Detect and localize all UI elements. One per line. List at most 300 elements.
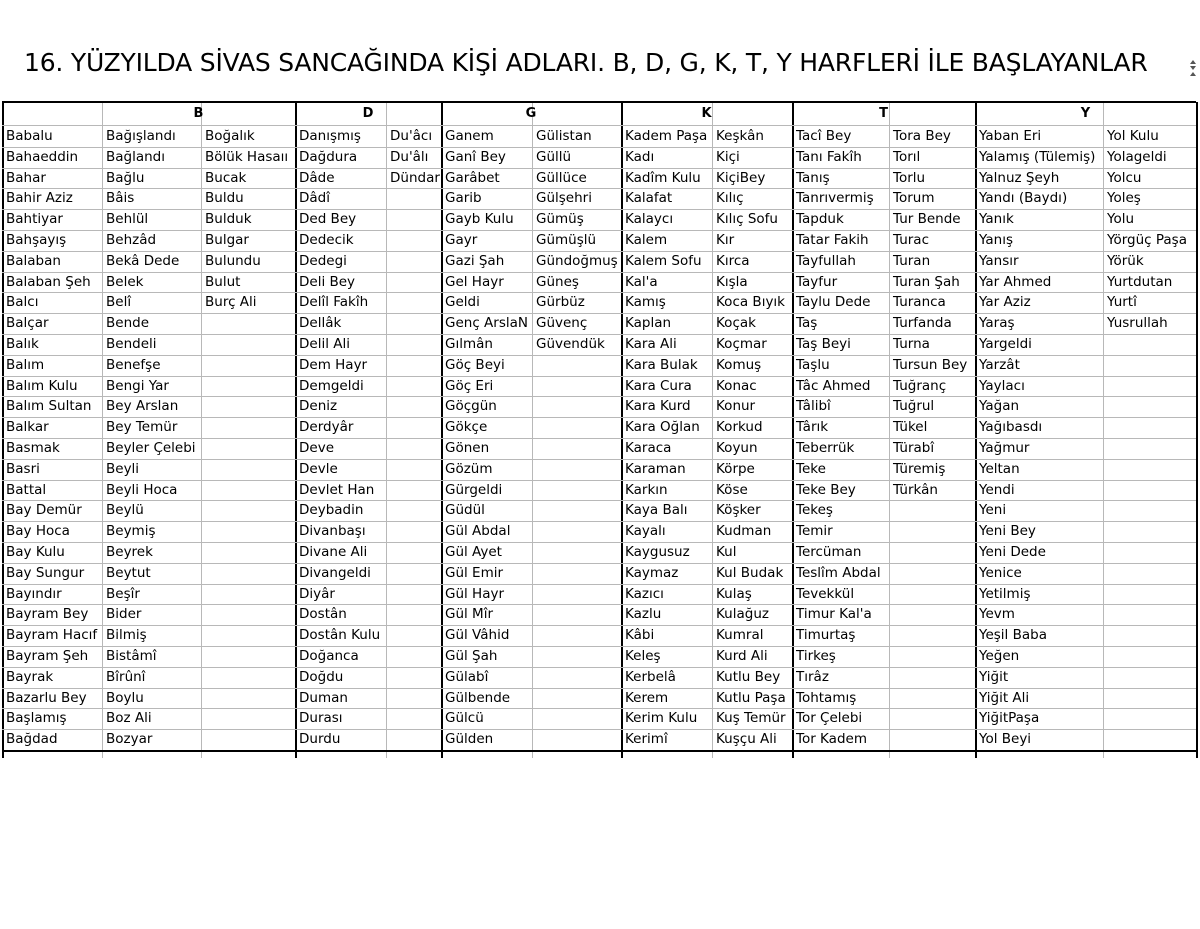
table-cell[interactable]: Balık: [6, 336, 39, 352]
table-cell[interactable]: Kerem: [625, 690, 669, 706]
table-cell[interactable]: Kutlu Bey: [716, 669, 781, 685]
table-cell[interactable]: Yeltan: [979, 461, 1020, 477]
table-cell[interactable]: Yoleş: [1107, 190, 1141, 206]
table-cell[interactable]: Doğdu: [299, 669, 344, 685]
table-cell[interactable]: Yol Kulu: [1107, 128, 1159, 144]
table-cell[interactable]: Konac: [716, 378, 757, 394]
table-cell[interactable]: Demgeldi: [299, 378, 364, 394]
table-cell[interactable]: Beyli: [106, 461, 140, 477]
table-cell[interactable]: Güvenç: [536, 315, 588, 331]
table-cell[interactable]: Boğalık: [205, 128, 255, 144]
table-cell[interactable]: Garâbet: [445, 170, 500, 186]
table-cell[interactable]: Tacî Bey: [796, 128, 852, 144]
table-cell[interactable]: Konur: [716, 398, 756, 414]
table-cell[interactable]: Tayfullah: [796, 253, 856, 269]
table-cell[interactable]: Türabî: [893, 440, 935, 456]
table-cell[interactable]: Bende: [106, 315, 149, 331]
table-cell[interactable]: Kara Kurd: [625, 398, 691, 414]
table-cell[interactable]: Yeni Bey: [979, 523, 1036, 539]
table-cell[interactable]: Beytut: [106, 565, 151, 581]
table-cell[interactable]: Taş Beyi: [796, 336, 851, 352]
table-cell[interactable]: Yar Aziz: [979, 294, 1031, 310]
table-cell[interactable]: Torlu: [893, 170, 926, 186]
table-cell[interactable]: Keşkân: [716, 128, 764, 144]
table-cell[interactable]: Bayram Şeh: [6, 648, 89, 664]
table-cell[interactable]: Bay Sungur: [6, 565, 85, 581]
table-cell[interactable]: Tora Bey: [893, 128, 951, 144]
table-cell[interactable]: Tanı Fakîh: [796, 149, 862, 165]
table-cell[interactable]: Koçmar: [716, 336, 767, 352]
table-cell[interactable]: Boz Ali: [106, 710, 152, 726]
table-cell[interactable]: Tuğrul: [893, 398, 935, 414]
table-cell[interactable]: Kul: [716, 544, 737, 560]
table-cell[interactable]: Kerbelâ: [625, 669, 676, 685]
table-cell[interactable]: Dostân: [299, 606, 347, 622]
table-cell[interactable]: Güneş: [536, 274, 579, 290]
table-cell[interactable]: Durdu: [299, 731, 341, 747]
table-cell[interactable]: Bazarlu Bey: [6, 690, 87, 706]
table-cell[interactable]: Turan: [893, 253, 931, 269]
table-cell[interactable]: Yörük: [1107, 253, 1144, 269]
table-cell[interactable]: Bölük Hasaıı: [205, 149, 289, 165]
group-header-b: B: [193, 106, 204, 121]
table-cell[interactable]: Türemiş: [893, 461, 946, 477]
table-cell[interactable]: Tâlibî: [796, 398, 831, 414]
table-cell[interactable]: Yusrullah: [1107, 315, 1168, 331]
table-cell[interactable]: Gümüş: [536, 211, 584, 227]
table-cell[interactable]: Buldu: [205, 190, 244, 206]
table-cell[interactable]: Târık: [796, 419, 829, 435]
table-cell[interactable]: Yurtî: [1107, 294, 1137, 310]
table-cell[interactable]: Bendeli: [106, 336, 157, 352]
table-cell[interactable]: Komuş: [716, 357, 762, 373]
table-cell[interactable]: Gülşehri: [536, 190, 592, 206]
table-cell[interactable]: Devlet Han: [299, 482, 375, 498]
table-cell[interactable]: Bayram Hacıf: [6, 627, 98, 643]
table-cell[interactable]: Bistâmî: [106, 648, 157, 664]
table-cell[interactable]: Kurd Ali: [716, 648, 768, 664]
table-cell[interactable]: Yurtdutan: [1107, 274, 1173, 290]
table-cell[interactable]: Kılıç Sofu: [716, 211, 778, 227]
table-cell[interactable]: KiçiBey: [716, 170, 766, 186]
table-cell[interactable]: Doğanca: [299, 648, 359, 664]
table-cell[interactable]: Belek: [106, 274, 144, 290]
table-cell[interactable]: Başlamış: [6, 710, 67, 726]
table-cell[interactable]: Behlül: [106, 211, 149, 227]
table-cell[interactable]: Basri: [6, 461, 40, 477]
table-cell[interactable]: Kudman: [716, 523, 772, 539]
table-cell[interactable]: Tor Kadem: [796, 731, 867, 747]
table-cell[interactable]: Kulaş: [716, 586, 752, 602]
table-cell[interactable]: Battal: [6, 482, 47, 498]
table-cell[interactable]: Güllü: [536, 149, 572, 165]
table-cell[interactable]: Kuşçu Ali: [716, 731, 777, 747]
table-cell[interactable]: Beyli Hoca: [106, 482, 178, 498]
table-cell[interactable]: Gılmân: [445, 336, 493, 352]
table-cell[interactable]: Gülistan: [536, 128, 592, 144]
table-cell[interactable]: Timurtaş: [796, 627, 856, 643]
table-cell[interactable]: Turna: [893, 336, 930, 352]
table-cell[interactable]: Yetilmiş: [979, 586, 1031, 602]
table-cell[interactable]: Kerim Kulu: [625, 710, 698, 726]
table-cell[interactable]: Teke Bey: [796, 482, 856, 498]
table-cell[interactable]: Kırca: [716, 253, 750, 269]
table-cell[interactable]: Kılıç: [716, 190, 744, 206]
table-cell[interactable]: Bilmiş: [106, 627, 147, 643]
table-cell[interactable]: Ganî Bey: [445, 149, 506, 165]
table-cell[interactable]: Dedegi: [299, 253, 347, 269]
table-cell[interactable]: Tekeş: [796, 502, 833, 518]
group-header-d: D: [362, 106, 374, 121]
table-cell[interactable]: Gül Abdal: [445, 523, 511, 539]
table-cell[interactable]: Tor Çelebi: [796, 710, 863, 726]
table-cell[interactable]: Gel Hayr: [445, 274, 504, 290]
table-cell[interactable]: Gül Ayet: [445, 544, 502, 560]
table-cell[interactable]: Gülcü: [445, 710, 484, 726]
table-cell[interactable]: Dâdî: [299, 190, 330, 206]
table-cell[interactable]: Deli Bey: [299, 274, 356, 290]
table-cell[interactable]: Gülden: [445, 731, 494, 747]
table-cell[interactable]: Yolcu: [1107, 170, 1142, 186]
table-cell[interactable]: Teberrük: [796, 440, 855, 456]
table-cell[interactable]: Torıl: [893, 149, 921, 165]
table-cell[interactable]: Keleş: [625, 648, 661, 664]
table-cell[interactable]: Tükel: [893, 419, 928, 435]
table-cell[interactable]: Yalamış (Tülemiş): [979, 149, 1096, 165]
table-cell[interactable]: Yargeldi: [979, 336, 1032, 352]
table-cell[interactable]: Korkud: [716, 419, 763, 435]
table-cell[interactable]: Yolageldi: [1107, 149, 1167, 165]
table-cell[interactable]: Kal'a: [625, 274, 658, 290]
table-cell[interactable]: Göçgün: [445, 398, 497, 414]
table-cell[interactable]: Kadı: [625, 149, 655, 165]
table-cell[interactable]: Kadem Paşa: [625, 128, 708, 144]
table-cell[interactable]: Tanış: [796, 170, 830, 186]
table-cell[interactable]: Yeni Dede: [979, 544, 1046, 560]
table-cell[interactable]: Turanca: [893, 294, 946, 310]
table-cell[interactable]: Ganem: [445, 128, 494, 144]
table-cell[interactable]: Balaban Şeh: [6, 274, 91, 290]
table-cell[interactable]: Gümüşlü: [536, 232, 597, 248]
table-cell[interactable]: Gülbende: [445, 690, 511, 706]
table-cell[interactable]: Tercüman: [796, 544, 862, 560]
table-cell[interactable]: Yarzât: [979, 357, 1020, 373]
table-cell[interactable]: Dündar: [390, 170, 440, 186]
table-cell[interactable]: Gönen: [445, 440, 490, 456]
table-cell[interactable]: Bayındır: [6, 586, 62, 602]
table-cell[interactable]: Balım: [6, 357, 45, 373]
table-cell[interactable]: Taylu Dede: [796, 294, 871, 310]
table-cell[interactable]: Tanrıvermiş: [796, 190, 874, 206]
table-cell[interactable]: Yanış: [979, 232, 1014, 248]
table-cell[interactable]: Kumral: [716, 627, 764, 643]
group-header-k: K: [701, 106, 712, 121]
table-cell[interactable]: Danışmış: [299, 128, 361, 144]
table-cell[interactable]: Tevekkül: [796, 586, 855, 602]
table-cell[interactable]: Koca Bıyık: [716, 294, 785, 310]
table-cell[interactable]: Bahir Aziz: [6, 190, 73, 206]
table-cell[interactable]: Göç Beyi: [445, 357, 505, 373]
table-cell[interactable]: Bay Kulu: [6, 544, 65, 560]
table-cell[interactable]: Köşker: [716, 502, 761, 518]
table-cell[interactable]: Yörgüç Paşa: [1107, 232, 1187, 248]
table-cell[interactable]: Bağlandı: [106, 149, 166, 165]
table-cell[interactable]: Yansır: [979, 253, 1019, 269]
table-cell[interactable]: Du'âcı: [390, 128, 433, 144]
table-cell[interactable]: Geldi: [445, 294, 480, 310]
table-cell[interactable]: Karaman: [625, 461, 686, 477]
table-cell[interactable]: Balaban: [6, 253, 61, 269]
table-cell[interactable]: Bay Demür: [6, 502, 82, 518]
table-cell[interactable]: Kamış: [625, 294, 666, 310]
table-cell[interactable]: Gül Şah: [445, 648, 498, 664]
table-cell[interactable]: Tuğranç: [893, 378, 947, 394]
table-cell[interactable]: Yeşil Baba: [979, 627, 1047, 643]
table-cell[interactable]: Divanbaşı: [299, 523, 366, 539]
table-cell[interactable]: Bey Temür: [106, 419, 178, 435]
table-cell[interactable]: Yol Beyi: [979, 731, 1032, 747]
table-cell[interactable]: Temir: [796, 523, 833, 539]
table-cell[interactable]: Balkar: [6, 419, 49, 435]
table-cell[interactable]: Bider: [106, 606, 142, 622]
table-cell[interactable]: Kalaycı: [625, 211, 674, 227]
table-cell[interactable]: YiğitPaşa: [979, 710, 1040, 726]
table-cell[interactable]: Yenice: [979, 565, 1022, 581]
table-cell[interactable]: Yağmur: [979, 440, 1030, 456]
table-cell[interactable]: Bengi Yar: [106, 378, 169, 394]
table-cell[interactable]: Bahşayış: [6, 232, 67, 248]
table-cell[interactable]: Kaya Balı: [625, 502, 688, 518]
table-cell[interactable]: Köse: [716, 482, 748, 498]
table-cell[interactable]: Tırâz: [796, 669, 829, 685]
table-cell[interactable]: Diyâr: [299, 586, 335, 602]
table-cell[interactable]: Gürbüz: [536, 294, 585, 310]
table-cell[interactable]: Tatar Fakih: [796, 232, 869, 248]
table-cell[interactable]: Tursun Bey: [893, 357, 968, 373]
table-cell[interactable]: Divane Ali: [299, 544, 368, 560]
table-cell[interactable]: Boylu: [106, 690, 144, 706]
table-cell[interactable]: Kalafat: [625, 190, 673, 206]
table-cell[interactable]: Yendi: [979, 482, 1015, 498]
table-cell[interactable]: Belî: [106, 294, 132, 310]
table-cell[interactable]: Beylü: [106, 502, 144, 518]
document-title: 16. YÜZYILDA SİVAS SANCAĞINDA KİŞİ ADLARI. B, D, G, K, T, Y HARFLERİ İLE BAŞLAYANLAR: [24, 48, 1148, 77]
table-cell[interactable]: Ded Bey: [299, 211, 357, 227]
table-cell[interactable]: Kulağuz: [716, 606, 769, 622]
table-cell[interactable]: Kışla: [716, 274, 748, 290]
table-cell[interactable]: Taşlu: [796, 357, 830, 373]
table-cell[interactable]: Bulundu: [205, 253, 261, 269]
table-cell[interactable]: Koyun: [716, 440, 758, 456]
table-cell[interactable]: Türkân: [893, 482, 938, 498]
table-cell[interactable]: Gürgeldi: [445, 482, 503, 498]
table-cell[interactable]: Bağlu: [106, 170, 145, 186]
table-cell[interactable]: Bağdad: [6, 731, 58, 747]
table-cell[interactable]: Tohtamış: [796, 690, 857, 706]
table-cell[interactable]: Kul Budak: [716, 565, 784, 581]
table-cell[interactable]: Dellâk: [299, 315, 342, 331]
table-cell[interactable]: Dağdura: [299, 149, 358, 165]
table-cell[interactable]: Balcı: [6, 294, 39, 310]
table-cell[interactable]: Behzâd: [106, 232, 157, 248]
table-cell[interactable]: Gül Vâhid: [445, 627, 510, 643]
table-cell[interactable]: Bayrak: [6, 669, 54, 685]
table-cell[interactable]: Genç ArslaN: [445, 315, 528, 331]
table-cell[interactable]: Karaca: [625, 440, 672, 456]
table-cell[interactable]: Güvendük: [536, 336, 605, 352]
table-cell[interactable]: Kara Bulak: [625, 357, 698, 373]
table-cell[interactable]: Dem Hayr: [299, 357, 368, 373]
table-cell[interactable]: Derdyâr: [299, 419, 354, 435]
table-cell[interactable]: Torum: [893, 190, 935, 206]
table-cell[interactable]: Kerimî: [625, 731, 668, 747]
table-cell[interactable]: Tirkeş: [796, 648, 836, 664]
table-cell[interactable]: Bahar: [6, 170, 46, 186]
table-cell[interactable]: Delîl Fakîh: [299, 294, 369, 310]
table-cell[interactable]: Yağan: [979, 398, 1020, 414]
table-cell[interactable]: Babalu: [6, 128, 53, 144]
row-divider: [2, 750, 1196, 752]
table-cell[interactable]: Kara Ali: [625, 336, 677, 352]
table-cell[interactable]: Bulgar: [205, 232, 249, 248]
table-cell[interactable]: Teslîm Abdal: [796, 565, 881, 581]
table-cell[interactable]: Beşîr: [106, 586, 140, 602]
table-cell[interactable]: Kazlu: [625, 606, 662, 622]
table-cell[interactable]: Beyler Çelebi: [106, 440, 196, 456]
table-cell[interactable]: Gayr: [445, 232, 478, 248]
table-cell[interactable]: Gayb Kulu: [445, 211, 514, 227]
table-cell[interactable]: Tapduk: [796, 211, 844, 227]
table-cell[interactable]: Bozyar: [106, 731, 153, 747]
table-cell[interactable]: Kara Oğlan: [625, 419, 700, 435]
table-cell[interactable]: Karkın: [625, 482, 668, 498]
table-cell[interactable]: Yeni: [979, 502, 1007, 518]
table-cell[interactable]: Yaraş: [979, 315, 1015, 331]
table-cell[interactable]: Divangeldi: [299, 565, 371, 581]
table-cell[interactable]: Deve: [299, 440, 334, 456]
table-cell[interactable]: Beymiş: [106, 523, 156, 539]
table-cell[interactable]: Gül Mîr: [445, 606, 494, 622]
table-cell[interactable]: Deybadin: [299, 502, 364, 518]
table-cell[interactable]: Bağışlandı: [106, 128, 176, 144]
table-cell[interactable]: Gül Emir: [445, 565, 504, 581]
table-top-border: [2, 101, 1196, 103]
table-cell[interactable]: Körpe: [716, 461, 755, 477]
table-cell[interactable]: Duman: [299, 690, 348, 706]
table-cell[interactable]: Tâc Ahmed: [796, 378, 871, 394]
table-cell[interactable]: Yiğit Ali: [979, 690, 1030, 706]
table-cell[interactable]: Güllüce: [536, 170, 587, 186]
table-cell[interactable]: Bayram Bey: [6, 606, 89, 622]
table-cell[interactable]: Kara Cura: [625, 378, 692, 394]
table-cell[interactable]: Burç Ali: [205, 294, 257, 310]
table-cell[interactable]: Kaymaz: [625, 565, 679, 581]
table-cell[interactable]: Gökçe: [445, 419, 488, 435]
table-cell[interactable]: Bay Hoca: [6, 523, 70, 539]
table-cell[interactable]: Delil Ali: [299, 336, 350, 352]
table-cell[interactable]: Devle: [299, 461, 338, 477]
table-cell[interactable]: Bulduk: [205, 211, 252, 227]
table-cell[interactable]: Yaylacı: [979, 378, 1025, 394]
table-cell[interactable]: Tayfur: [796, 274, 838, 290]
table-cell[interactable]: Kayalı: [625, 523, 666, 539]
table-cell[interactable]: Basmak: [6, 440, 60, 456]
table-cell[interactable]: Yolu: [1107, 211, 1135, 227]
table-cell[interactable]: Bey Arslan: [106, 398, 179, 414]
table-cell[interactable]: Dedecik: [299, 232, 354, 248]
table-cell[interactable]: Yiğit: [979, 669, 1009, 685]
table-cell[interactable]: Bulut: [205, 274, 241, 290]
table-cell[interactable]: Du'âlı: [390, 149, 429, 165]
table-cell[interactable]: Bekâ Dede: [106, 253, 180, 269]
table-cell[interactable]: Kazıcı: [625, 586, 664, 602]
table-cell[interactable]: Kaygusuz: [625, 544, 690, 560]
table-cell[interactable]: Turfanda: [893, 315, 952, 331]
table-cell[interactable]: Turan Şah: [893, 274, 960, 290]
table-cell[interactable]: Kaplan: [625, 315, 672, 331]
table-cell[interactable]: Koçak: [716, 315, 756, 331]
table-cell[interactable]: Gül Hayr: [445, 586, 505, 602]
table-cell[interactable]: Beyrek: [106, 544, 153, 560]
table-cell[interactable]: Taş: [796, 315, 818, 331]
table-cell[interactable]: Bâis: [106, 190, 135, 206]
table-cell[interactable]: Yar Ahmed: [979, 274, 1052, 290]
column-divider: [1196, 102, 1198, 758]
table-cell[interactable]: Turac: [893, 232, 929, 248]
table-cell[interactable]: Bîrûnî: [106, 669, 146, 685]
column-divider: [386, 102, 387, 758]
table-cell[interactable]: Teke: [796, 461, 826, 477]
table-cell[interactable]: Timur Kal'a: [796, 606, 872, 622]
table-cell[interactable]: Kalem Sofu: [625, 253, 702, 269]
table-cell[interactable]: Gündoğmuş: [536, 253, 618, 269]
table-cell[interactable]: Kalem: [625, 232, 668, 248]
table-cell[interactable]: Yevm: [979, 606, 1015, 622]
table-cell[interactable]: Garib: [445, 190, 482, 206]
table-cell[interactable]: Yaban Eri: [979, 128, 1042, 144]
table-cell[interactable]: Durası: [299, 710, 343, 726]
table-cell[interactable]: Gazi Şah: [445, 253, 505, 269]
table-cell[interactable]: Dostân Kulu: [299, 627, 381, 643]
table-cell[interactable]: Yanık: [979, 211, 1014, 227]
table-cell[interactable]: Balçar: [6, 315, 49, 331]
table-cell[interactable]: Güdül: [445, 502, 485, 518]
table-cell[interactable]: Kâbi: [625, 627, 655, 643]
table-cell[interactable]: Yeğen: [979, 648, 1020, 664]
table-cell[interactable]: Bucak: [205, 170, 247, 186]
table-cell[interactable]: Deniz: [299, 398, 338, 414]
table-cell[interactable]: Kır: [716, 232, 735, 248]
table-cell[interactable]: Gülabî: [445, 669, 489, 685]
table-cell[interactable]: Kadîm Kulu: [625, 170, 701, 186]
table-cell[interactable]: Tur Bende: [893, 211, 961, 227]
table-cell[interactable]: Benefşe: [106, 357, 161, 373]
table-cell[interactable]: Kutlu Paşa: [716, 690, 786, 706]
table-cell[interactable]: Göç Eri: [445, 378, 494, 394]
table-cell[interactable]: Yandı (Baydı): [979, 190, 1068, 206]
table-cell[interactable]: Yalnuz Şeyh: [979, 170, 1060, 186]
table-cell[interactable]: Yağıbasdı: [979, 419, 1043, 435]
table-cell[interactable]: Kuş Temür: [716, 710, 786, 726]
table-cell[interactable]: Balım Sultan: [6, 398, 92, 414]
table-cell[interactable]: Gözüm: [445, 461, 493, 477]
table-cell[interactable]: Bahtiyar: [6, 211, 63, 227]
table-cell[interactable]: Bahaeddin: [6, 149, 79, 165]
scroll-indicator[interactable]: [1188, 58, 1198, 88]
table-cell[interactable]: Balım Kulu: [6, 378, 78, 394]
table-cell[interactable]: Dâde: [299, 170, 335, 186]
table-cell[interactable]: Kiçi: [716, 149, 740, 165]
